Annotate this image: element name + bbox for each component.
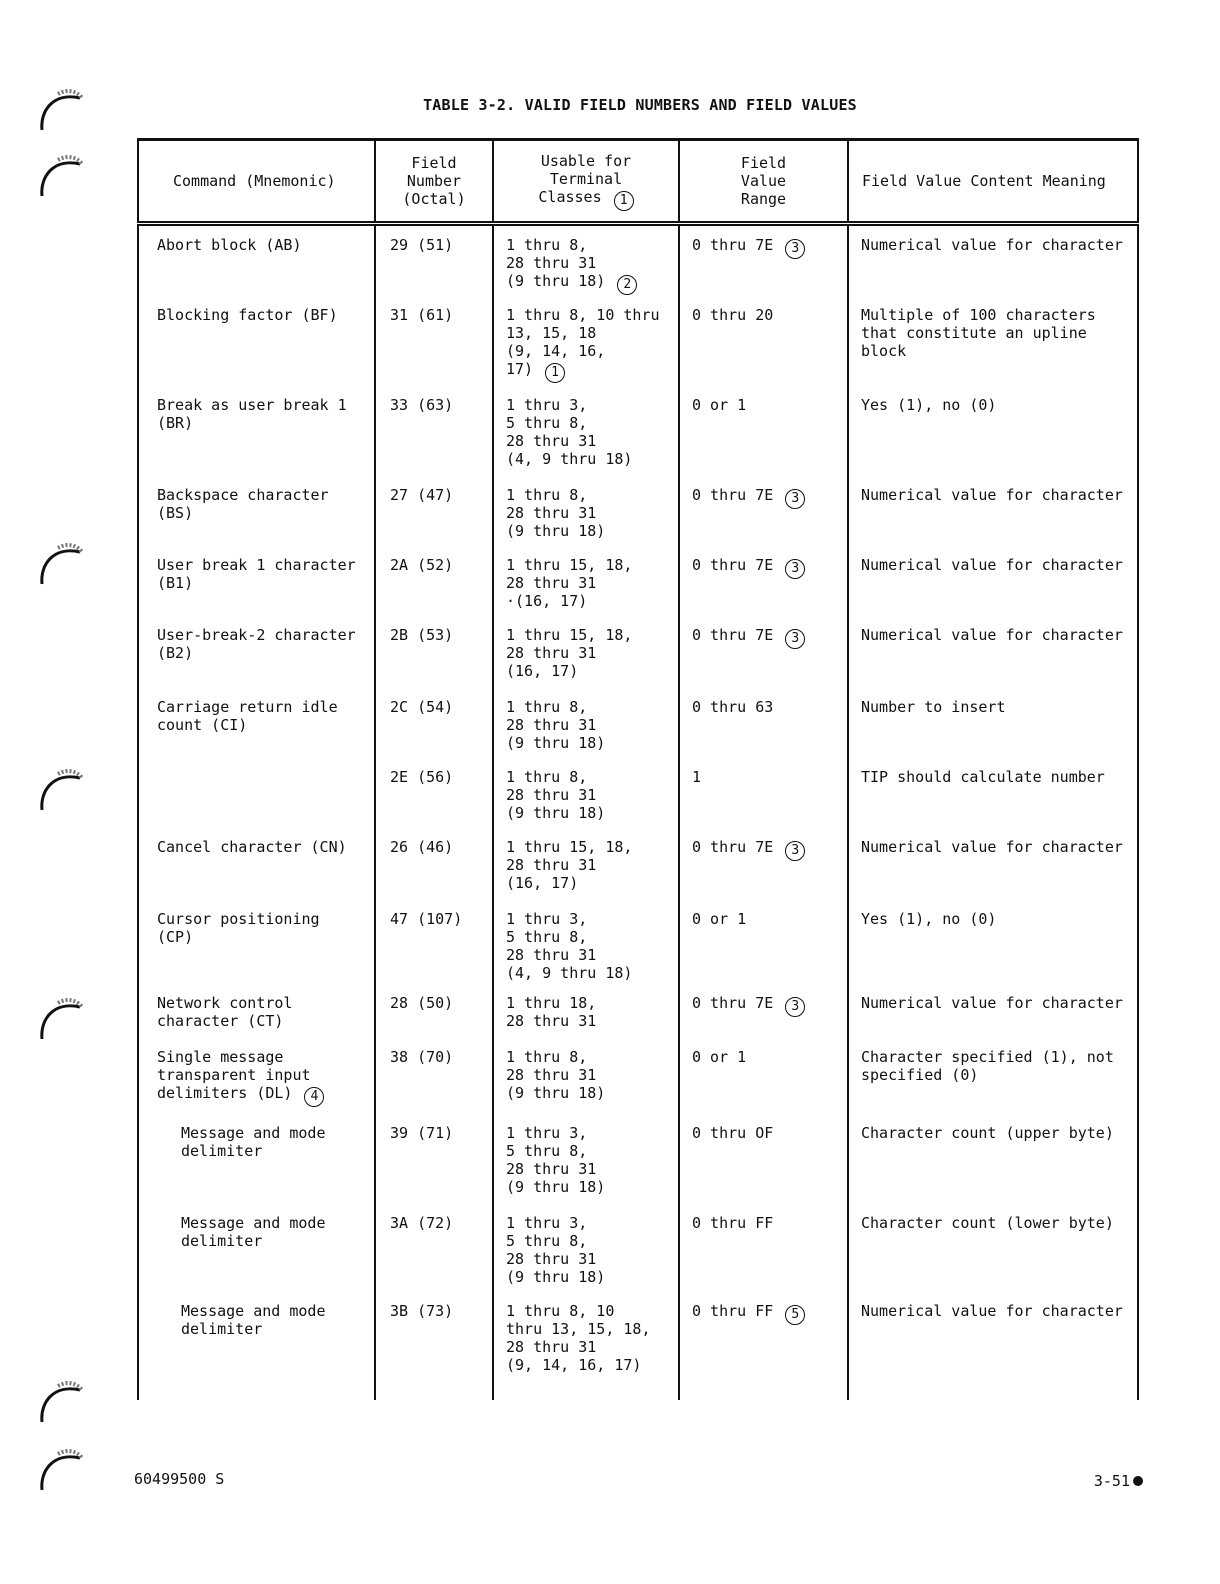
cell-field-number: 38 (70)	[375, 1044, 493, 1116]
table-row	[138, 1116, 1138, 1206]
cell-usable-for-text: 1 thru 15, 18, 28 thru 31 (16, 17)	[506, 837, 633, 892]
cell-field-value-range	[679, 224, 848, 296]
footnote-marker: 3	[785, 629, 805, 649]
cell-command-text: Cancel character (CN)	[157, 837, 347, 856]
cell-field-number: 3B (73)	[375, 1294, 493, 1400]
cell-usable-for-text: 1 thru 8, 28 thru 31 (9 thru 18)	[506, 236, 606, 290]
cell-command	[138, 688, 375, 760]
cell-usable-for-text: 1 thru 3, 5 thru 8, 28 thru 31 (4, 9 thru 18)	[506, 395, 633, 468]
cell-usable-for	[493, 1206, 679, 1294]
cell-usable-for-text: 1 thru 8, 10 thru 13, 15, 18, 28 thru 31 (9, 14, 16, 17)	[506, 1301, 651, 1374]
cell-usable-for-text: 1 thru 8, 28 thru 31 (9 thru 18)	[506, 767, 606, 822]
cell-usable-for-text: 1 thru 3, 5 thru 8, 28 thru 31 (9 thru 18)	[506, 1123, 606, 1196]
cell-meaning: Number to insert	[848, 688, 1138, 760]
cell-field-number: 2B (53)	[375, 618, 493, 688]
cell-usable-for	[493, 900, 679, 990]
punch-hole-icon	[34, 1446, 86, 1494]
cell-command	[138, 1044, 375, 1116]
cell-command-text: Message and mode delimiter	[181, 1301, 326, 1338]
footnote-marker: 3	[785, 997, 805, 1017]
cell-field-value-range	[679, 688, 848, 760]
cell-field-value-range	[679, 830, 848, 900]
cell-field-number: 2A (52)	[375, 548, 493, 618]
header-meaning: Field Value Content Meaning	[848, 140, 1138, 224]
footer-page-number	[1094, 1472, 1143, 1490]
cell-field-number: 33 (63)	[375, 386, 493, 476]
cell-field-number: 29 (51)	[375, 224, 493, 296]
cell-field-number: 31 (61)	[375, 296, 493, 386]
cell-command-text: Carriage return idle count (CI)	[157, 697, 338, 734]
cell-usable-for-text: 1 thru 3, 5 thru 8, 28 thru 31 (4, 9 thru 18)	[506, 909, 633, 982]
cell-usable-for	[493, 760, 679, 830]
cell-range-text: 0 thru 7E	[692, 485, 774, 504]
cell-usable-for-text: 1 thru 8, 28 thru 31 (9 thru 18)	[506, 485, 606, 540]
table-row	[138, 548, 1138, 618]
bullet-icon	[1133, 1476, 1143, 1486]
cell-meaning: TIP should calculate number	[848, 760, 1138, 830]
cell-usable-for	[493, 688, 679, 760]
cell-command-text: Single message transparent input delimiters (DL)	[157, 1047, 311, 1102]
punch-hole-icon	[34, 152, 86, 200]
cell-field-number: 27 (47)	[375, 476, 493, 548]
cell-meaning: Character count (upper byte)	[848, 1116, 1138, 1206]
table-row	[138, 900, 1138, 990]
cell-command-text: Abort block (AB)	[157, 236, 302, 254]
cell-meaning: Yes (1), no (0)	[848, 386, 1138, 476]
table-row	[138, 688, 1138, 760]
cell-usable-for-text: 1 thru 18, 28 thru 31	[506, 993, 597, 1030]
footnote-marker: 2	[617, 275, 637, 295]
cell-range-text: 0 thru 7E	[692, 555, 774, 574]
cell-usable-for	[493, 990, 679, 1044]
cell-meaning: Character count (lower byte)	[848, 1206, 1138, 1294]
header-field-number: Field Number (Octal)	[375, 140, 493, 224]
field-values-table	[137, 138, 1139, 1400]
cell-usable-for	[493, 386, 679, 476]
cell-command-text: Blocking factor (BF)	[157, 305, 338, 324]
cell-command	[138, 224, 375, 296]
table-row	[138, 386, 1138, 476]
cell-field-value-range	[679, 548, 848, 618]
cell-command	[138, 990, 375, 1044]
cell-usable-for	[493, 618, 679, 688]
cell-command	[138, 296, 375, 386]
cell-range-text: 0 or 1	[692, 909, 747, 928]
table-row	[138, 476, 1138, 548]
cell-range-text: 0 or 1	[692, 1047, 747, 1066]
cell-command-text: Cursor positioning (CP)	[157, 909, 320, 946]
cell-meaning: Yes (1), no (0)	[848, 900, 1138, 990]
table-row	[138, 1294, 1138, 1400]
cell-command-text: Break as user break 1 (BR)	[157, 395, 347, 432]
table-header-row	[138, 140, 1138, 224]
cell-command	[138, 900, 375, 990]
cell-range-text: 0 thru OF	[692, 1123, 774, 1142]
cell-field-value-range	[679, 618, 848, 688]
cell-field-value-range	[679, 990, 848, 1044]
cell-usable-for	[493, 1116, 679, 1206]
footnote-marker: 4	[304, 1087, 324, 1107]
cell-usable-for	[493, 224, 679, 296]
cell-field-value-range	[679, 386, 848, 476]
header-field-value-range: Field Value Range	[679, 140, 848, 224]
cell-usable-for	[493, 1294, 679, 1400]
cell-command	[138, 830, 375, 900]
cell-field-value-range	[679, 1116, 848, 1206]
cell-range-text: 0 thru 7E	[692, 837, 774, 856]
cell-command	[138, 476, 375, 548]
cell-field-number: 3A (72)	[375, 1206, 493, 1294]
cell-meaning: Multiple of 100 characters that constitute an upline block	[848, 296, 1138, 386]
cell-command	[138, 1116, 375, 1206]
cell-usable-for-text: 1 thru 3, 5 thru 8, 28 thru 31 (9 thru 18)	[506, 1213, 606, 1286]
cell-usable-for-text: 1 thru 8, 28 thru 31 (9 thru 18)	[506, 697, 606, 752]
cell-command-text: Network control character (CT)	[157, 993, 293, 1030]
cell-field-number: 47 (107)	[375, 900, 493, 990]
cell-field-number: 39 (71)	[375, 1116, 493, 1206]
cell-field-value-range	[679, 296, 848, 386]
footnote-marker: 1	[614, 191, 634, 211]
footnote-marker: 3	[785, 239, 805, 259]
punch-hole-icon	[34, 766, 86, 814]
cell-usable-for-text: 1 thru 15, 18, 28 thru 31 ·(16, 17)	[506, 555, 633, 610]
cell-meaning: Numerical value for character	[848, 548, 1138, 618]
footer-doc-number: 60499500 S	[134, 1470, 225, 1488]
cell-field-number: 2C (54)	[375, 688, 493, 760]
table-row	[138, 618, 1138, 688]
cell-command	[138, 386, 375, 476]
footnote-marker: 3	[785, 489, 805, 509]
punch-hole-icon	[34, 995, 86, 1043]
cell-meaning: Numerical value for character	[848, 224, 1138, 296]
cell-usable-for-text: 1 thru 8, 10 thru 13, 15, 18 (9, 14, 16, 17)	[506, 305, 660, 378]
cell-usable-for	[493, 548, 679, 618]
table-title: TABLE 3-2. VALID FIELD NUMBERS AND FIELD VALUES	[423, 96, 857, 114]
table-body	[138, 224, 1138, 1400]
cell-range-text: 0 thru 20	[692, 305, 774, 324]
table-row	[138, 760, 1138, 830]
cell-range-text: 0 thru 7E	[692, 993, 774, 1012]
footnote-marker: 3	[785, 559, 805, 579]
cell-range-text: 1	[692, 767, 702, 786]
cell-command-text: Message and mode delimiter	[181, 1213, 326, 1250]
cell-usable-for	[493, 296, 679, 386]
cell-range-text: 0 or 1	[692, 395, 747, 414]
cell-field-value-range	[679, 1206, 848, 1294]
cell-meaning: Numerical value for character	[848, 618, 1138, 688]
cell-meaning: Character specified (1), not specified (0)	[848, 1044, 1138, 1116]
cell-range-text: 0 thru 7E	[692, 236, 774, 254]
cell-field-number: 26 (46)	[375, 830, 493, 900]
table-row	[138, 990, 1138, 1044]
cell-field-value-range	[679, 900, 848, 990]
table-row	[138, 1206, 1138, 1294]
cell-usable-for-text: 1 thru 15, 18, 28 thru 31 (16, 17)	[506, 625, 633, 680]
cell-field-number: 28 (50)	[375, 990, 493, 1044]
cell-command-text: Message and mode delimiter	[181, 1123, 326, 1160]
cell-range-text: 0 thru 63	[692, 697, 774, 716]
header-usable-for	[493, 140, 679, 224]
table-row	[138, 1044, 1138, 1116]
page-number-text: 3-51	[1093, 1472, 1130, 1490]
cell-field-value-range	[679, 1044, 848, 1116]
table-row	[138, 830, 1138, 900]
cell-range-text: 0 thru FF	[692, 1213, 774, 1232]
table-row	[138, 224, 1138, 296]
cell-usable-for	[493, 830, 679, 900]
cell-command-text: User break 1 character (B1)	[157, 555, 356, 592]
cell-meaning: Numerical value for character	[848, 1294, 1138, 1400]
cell-range-text: 0 thru 7E	[692, 625, 774, 644]
footnote-marker: 5	[785, 1305, 805, 1325]
cell-command	[138, 760, 375, 830]
cell-meaning: Numerical value for character	[848, 476, 1138, 548]
table-row	[138, 296, 1138, 386]
cell-command	[138, 548, 375, 618]
cell-usable-for	[493, 1044, 679, 1116]
cell-field-number: 2E (56)	[375, 760, 493, 830]
cell-field-value-range	[679, 476, 848, 548]
cell-command-text: Backspace character (BS)	[157, 485, 329, 522]
cell-command-text: User-break-2 character (B2)	[157, 625, 356, 662]
punch-hole-icon	[34, 540, 86, 588]
cell-usable-for-text: 1 thru 8, 28 thru 31 (9 thru 18)	[506, 1047, 606, 1102]
cell-command	[138, 1294, 375, 1400]
footnote-marker: 3	[785, 841, 805, 861]
cell-field-value-range	[679, 760, 848, 830]
footnote-marker: 1	[545, 363, 565, 383]
cell-field-value-range	[679, 1294, 848, 1400]
cell-meaning: Numerical value for character	[848, 830, 1138, 900]
header-usable-for-label: Usable for Terminal Classes	[538, 151, 632, 206]
cell-command	[138, 1206, 375, 1294]
cell-command	[138, 618, 375, 688]
cell-range-text: 0 thru FF	[692, 1301, 774, 1320]
header-command: Command (Mnemonic)	[138, 140, 375, 224]
cell-meaning: Numerical value for character	[848, 990, 1138, 1044]
cell-usable-for	[493, 476, 679, 548]
punch-hole-icon	[34, 1378, 86, 1426]
